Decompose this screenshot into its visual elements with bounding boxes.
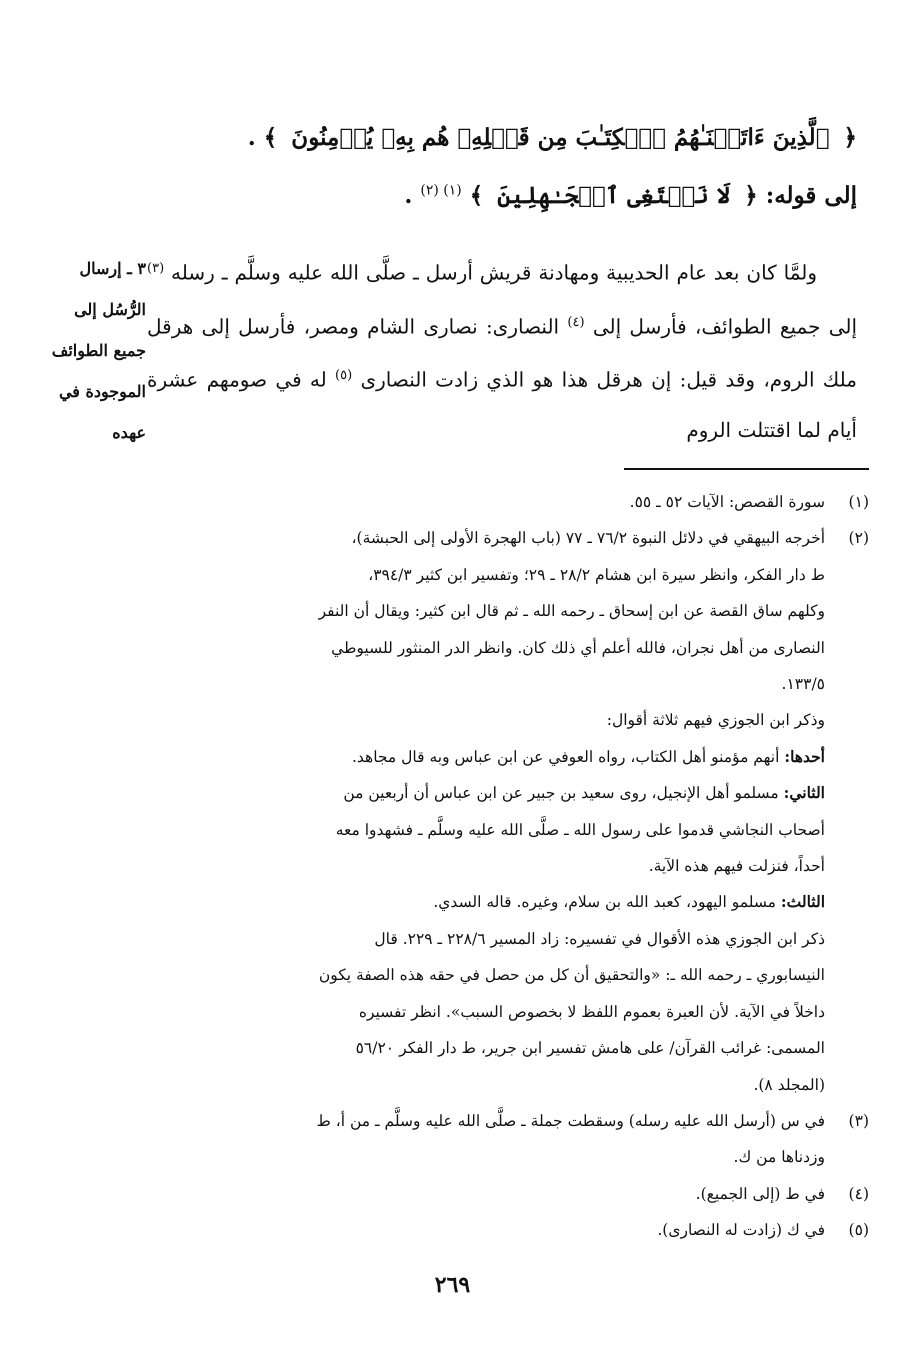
footnote-number: (٢) xyxy=(848,529,869,548)
footnote-text: مسلمو أهل الإنجيل، روى سعيد بن جبير عن ابن عباس أن أربعين من xyxy=(343,784,779,803)
footnote-number: (٥) xyxy=(848,1221,869,1240)
quran-verse-line-1 xyxy=(77,124,857,151)
footnote-line: المسمى: غرائب القرآن/ على هامش تفسير ابن جرير، ط دار الفكر ٥٦/٢٠ xyxy=(355,1039,825,1058)
footnote-line: في س (أرسل الله عليه رسله) وسقطت جملة ـ صلَّى الله عليه وسلَّم ـ من أ، ط xyxy=(316,1111,825,1130)
footnote-number-empty xyxy=(825,702,869,1102)
footnote-line: داخلاً في الآية. لأن العبرة بعموم اللفظ لا بخصوص السبب». انظر تفسيره xyxy=(358,1002,825,1021)
verse-end-dot: . xyxy=(404,182,413,209)
footnote-line: أخرجه البيهقي في دلائل النبوة ٧٦/٢ ـ ٧٧ (باب الهجرة الأولى إلى الحبشة)، xyxy=(351,529,825,548)
footnote-line: وذكر ابن الجوزي فيهم ثلاثة أقوال: xyxy=(606,711,825,730)
footnote-text: أنهم مؤمنو أهل الكتاب، رواه العوفي عن ابن عباس وبه قال مجاهد. xyxy=(351,747,780,766)
footnote-line xyxy=(49,739,825,775)
footnote-number: (٣) xyxy=(848,1111,869,1130)
verse-intro-label: إلى قوله: xyxy=(765,182,857,209)
text-run: له في صومهم عشرة أيام لما اقتتلت الروم xyxy=(147,367,857,442)
margin-heading xyxy=(18,248,146,453)
footnote-number: (١) xyxy=(848,493,869,511)
footnote-line: ذكر ابن الجوزي هذه الأقوال في تفسيره: زاد المسير ٢٢٨/٦ ـ ٢٢٩. قال xyxy=(374,929,825,948)
footnote-line: أصحاب النجاشي قدموا على رسول الله ـ صلَّى الله عليه وسلَّم ـ فشهدوا معه xyxy=(335,820,825,839)
footnote-4 xyxy=(49,1176,869,1212)
footnote-2-continued xyxy=(49,702,869,1102)
footnote-body xyxy=(49,484,825,520)
footnote-line: النيسابوري ـ رحمه الله ـ: «والتحقيق أن كل من حصل في حقه هذه الصفة يكون xyxy=(318,966,825,985)
footnote-line: في ك (زادت له النصارى). xyxy=(657,1221,825,1240)
quran-verse-line-2 xyxy=(77,182,857,209)
margin-heading-line: الموجودة في xyxy=(58,382,146,401)
footnote-ref-3: (٣) xyxy=(147,261,165,276)
main-paragraph xyxy=(147,244,857,455)
verse-text: ٱلَّذِينَ ءَاتَيۡنَـٰهُمُ ٱلۡكِتَـٰبَ مِن قَبۡلِهِۦ هُم بِهِۦ يُؤۡمِنُونَ xyxy=(291,124,830,151)
paragraph-body xyxy=(147,244,857,455)
text-run: النصارى: نصارى xyxy=(423,314,560,339)
footnote-separator xyxy=(624,468,869,470)
footnote-number: (٤) xyxy=(848,1184,869,1203)
footnote-ref-4: (٤) xyxy=(567,314,585,330)
footnote-2 xyxy=(49,520,869,702)
footnote-line: ط دار الفكر، وانظر سيرة ابن هشام ٢٨/٢ ـ ٢٩؛ وتفسير ابن كثير ٣٩٤/٣، xyxy=(368,565,825,584)
footnote-refs: (١) (٢) xyxy=(420,182,462,199)
footnotes xyxy=(49,484,869,1249)
page-number: ٢٦٩ xyxy=(434,1272,471,1298)
footnote-ref-5: (٥) xyxy=(335,368,353,384)
footnote-line: أحداً، فنزلت فيهم هذه الآية. xyxy=(648,857,825,876)
footnote-body xyxy=(49,702,825,1102)
footnote-body xyxy=(49,520,825,702)
text-run: وسلَّم ـ رسله xyxy=(171,260,281,285)
verse-close-bracket: ﴾ xyxy=(263,124,278,151)
footnote-line: وكلهم ساق القصة عن ابن إسحاق ـ رحمه الله ـ ثم قال ابن كثير: ويقال أن النفر xyxy=(318,602,825,621)
footnote-line: النصارى من أهل نجران، فالله أعلم أي ذلك كان. وانظر الدر المنثور للسيوطي xyxy=(331,638,825,657)
footnote-body xyxy=(49,1103,825,1176)
opinion-label: الثالث: xyxy=(780,892,825,912)
verse-text: لَا نَبۡتَغِى ٱلۡجَـٰهِلِينَ xyxy=(497,182,731,209)
verse-open-bracket: ﴿ xyxy=(744,182,758,209)
margin-heading-line: جميع الطوائف xyxy=(51,341,146,360)
footnote-body xyxy=(49,1176,825,1212)
footnote-line: (المجلد ٨). xyxy=(753,1075,825,1094)
margin-heading-line: ٣ ـ إرسال xyxy=(79,259,146,278)
footnote-line: سورة القصص: الآيات ٥٢ ـ ٥٥. xyxy=(629,493,825,511)
footnote-line: وزدناها من ك. xyxy=(733,1148,825,1167)
footnote-line: في ط (إلى الجميع). xyxy=(695,1184,825,1203)
text-run: ولمَّا كان بعد عام الحديبية ومهادنة قريش أرسل ـ صلَّى الله عليه xyxy=(287,260,818,285)
opinion-label: الثاني: xyxy=(783,783,825,803)
verse-end-dot: . xyxy=(247,124,256,151)
footnote-line xyxy=(49,884,825,920)
verse-open-bracket: ﴿ xyxy=(843,124,857,151)
text-run: الذي زادت النصارى xyxy=(360,367,525,392)
footnote-line: ١٣٣/٥. xyxy=(781,675,825,694)
text-run: الشام ومصر، فأرسل إلى هرقل ملك الروم، وقد قيل: إن هرقل هذا هو xyxy=(147,314,857,392)
opinion-label: أحدها: xyxy=(784,746,825,766)
text-run: إلى جميع الطوائف، فأرسل إلى xyxy=(592,314,858,339)
verse-close-bracket: ﴾ xyxy=(469,182,484,209)
footnote-1 xyxy=(49,484,869,520)
footnote-line xyxy=(49,775,825,811)
footnote-body xyxy=(49,1212,825,1248)
margin-heading-line: عهده xyxy=(112,423,146,442)
margin-heading-line: الرُّسُل إلى xyxy=(74,300,146,319)
footnote-5 xyxy=(49,1212,869,1248)
footnote-text: مسلمو اليهود، كعبد الله بن سلام، وغيره. قاله السدي. xyxy=(433,893,776,912)
footnote-3 xyxy=(49,1103,869,1176)
